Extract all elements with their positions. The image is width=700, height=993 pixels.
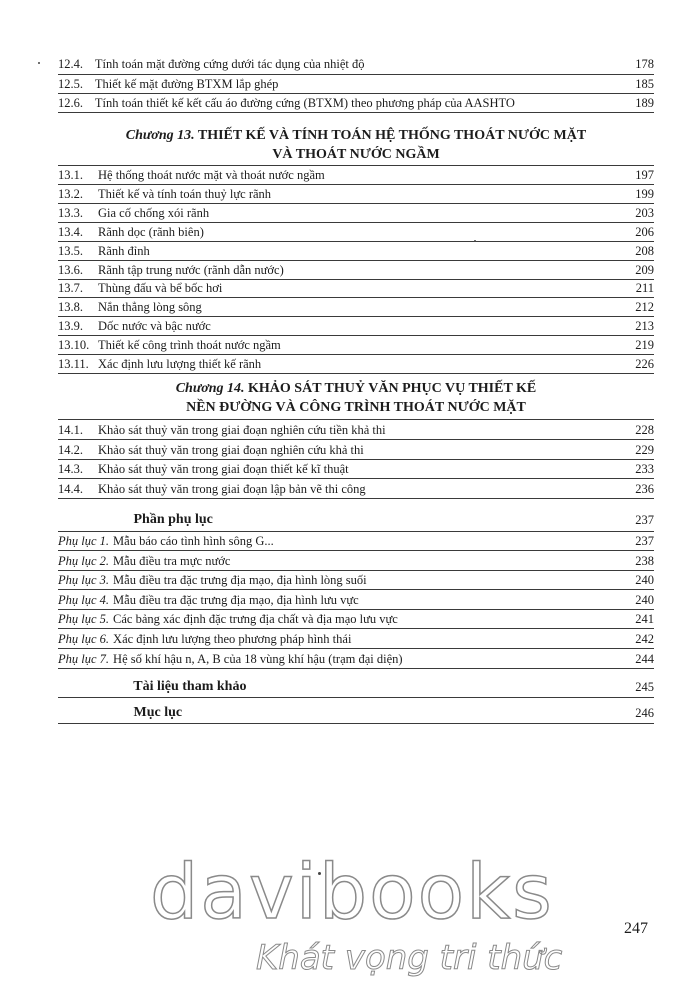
entry-page: 240 xyxy=(635,592,654,607)
toc-entry xyxy=(58,532,654,550)
divider xyxy=(58,419,654,420)
toc-entry xyxy=(58,552,654,570)
entry-title: Thiết kế công trình thoát nước ngầm xyxy=(98,338,281,353)
entry-page: 242 xyxy=(635,632,654,646)
entry-page: 203 xyxy=(635,205,654,220)
entry-title: Tính toán mặt đường cứng dưới tác dụng của nhiệt độ xyxy=(94,57,365,71)
entry-number: 14.3. xyxy=(58,462,83,476)
entry-number: 12.4. xyxy=(58,57,83,71)
entry-title: Xác định lưu lượng thiết kế rãnh xyxy=(98,357,262,371)
entry-number: 13.5. xyxy=(58,243,83,258)
entry-page: 228 xyxy=(635,423,654,437)
entry-number: 13.11. xyxy=(58,357,89,371)
toc-entry xyxy=(58,630,654,648)
entry-title: Khảo sát thuỷ văn trong giai đoạn thiết kế kĩ thuật xyxy=(98,462,349,476)
speck xyxy=(474,240,476,242)
entry-title: Mẫu điều tra đặc trưng địa mạo, địa hình lưu vực xyxy=(113,592,359,607)
watermark-brand: davibooks xyxy=(150,847,554,936)
entry-page: 178 xyxy=(635,57,654,71)
chapter-title-line1: THIẾT KẾ VÀ TÍNH TOÁN HỆ THỐNG THOÁT NƯỚC MẶT xyxy=(197,128,587,143)
entry-number: 13.7. xyxy=(58,281,83,296)
toc-entry xyxy=(58,591,654,609)
entry-title: Rãnh dọc (rãnh biên) xyxy=(98,224,204,239)
toc-entry xyxy=(58,610,654,628)
entry-page: 213 xyxy=(635,319,654,334)
contents-page: 246 xyxy=(635,706,654,720)
entry-title: Khảo sát thuỷ văn trong giai đoạn nghiên cứu tiền khả thi xyxy=(98,423,386,437)
entry-number: 12.5. xyxy=(58,77,83,91)
entry-title: Rãnh đỉnh xyxy=(98,243,150,258)
entry-title: Thùng đấu và bể bốc hơi xyxy=(98,281,223,296)
entry-number: 13.3. xyxy=(58,205,83,220)
appendix-heading xyxy=(58,510,654,530)
entry-title: Mẫu báo cáo tình hình sông G... xyxy=(113,534,274,548)
entry-title: Mẫu điều tra đặc trưng địa mạo, địa hình lòng suối xyxy=(113,573,367,588)
entry-page: 238 xyxy=(635,553,654,568)
entry-page: 212 xyxy=(635,300,654,315)
entry-number: 13.8. xyxy=(58,300,83,315)
entry-number: 14.4. xyxy=(58,481,83,496)
appendix-label: Phụ lục 7. xyxy=(58,651,110,666)
appendix-page: 237 xyxy=(635,513,654,527)
entry-page: 233 xyxy=(635,462,654,476)
page-number: 247 xyxy=(624,920,648,937)
toc-entry xyxy=(58,94,654,112)
divider xyxy=(58,112,654,113)
entry-title: Thiết kế mặt đường BTXM lắp ghép xyxy=(94,77,279,91)
entry-title: Hệ thống thoát nước mặt và thoát nước ngầm xyxy=(98,168,325,182)
toc-entry xyxy=(58,480,654,498)
entry-number: 12.6. xyxy=(58,96,83,110)
appendix-label: Phụ lục 3. xyxy=(58,573,110,588)
toc-entry xyxy=(58,75,654,93)
toc-entry xyxy=(58,55,654,73)
contents-entry xyxy=(58,703,654,723)
entry-page: 236 xyxy=(635,481,654,496)
entry-page: 208 xyxy=(635,243,654,258)
speck xyxy=(38,62,40,64)
toc-entry xyxy=(58,204,654,222)
entry-number: 13.10. xyxy=(58,338,90,353)
appendix-label: Phụ lục 1. xyxy=(58,534,110,548)
appendix-label: Phụ lục 5. xyxy=(58,612,110,627)
entry-number: 14.1. xyxy=(58,423,83,437)
appendix-label: Phụ lục 4. xyxy=(58,592,110,607)
toc-entry xyxy=(58,317,654,335)
entry-number: 13.4. xyxy=(58,224,83,239)
entry-title: Khảo sát thuỷ văn trong giai đoạn nghiên cứu khả thi xyxy=(98,442,364,457)
entry-page: 209 xyxy=(635,262,654,277)
entry-page: 197 xyxy=(635,168,654,182)
entry-title: Gia cố chống xói rãnh xyxy=(98,205,210,220)
references-entry xyxy=(58,677,654,697)
divider xyxy=(58,697,654,698)
watermark-logo xyxy=(150,847,554,936)
entry-page: 199 xyxy=(635,186,654,201)
entry-title: Hệ số khí hậu n, A, B của 18 vùng khí hậu (trạm đại diện) xyxy=(113,651,403,666)
chapter-title-line2: VÀ THOÁT NƯỚC NGẦM xyxy=(272,147,440,162)
divider xyxy=(58,373,654,374)
entry-number: 13.6. xyxy=(58,262,83,277)
appendix-label: Phụ lục 2. xyxy=(58,553,110,568)
appendix-title: Phần phụ lục xyxy=(133,512,213,527)
toc-entry xyxy=(58,279,654,297)
entry-page: 185 xyxy=(635,77,654,91)
entry-page: 240 xyxy=(635,573,654,588)
entry-title: Các bảng xác định đặc trưng địa chất và địa mạo lưu vực xyxy=(113,612,398,627)
references-title: Tài liệu tham khảo xyxy=(133,679,247,694)
watermark-tagline: Khát vọng tri thức xyxy=(256,938,563,978)
entry-title: Nắn thẳng lòng sông xyxy=(98,300,202,315)
entry-title: Tính toán thiết kế kết cấu áo đường cứng (BTXM) theo phương pháp của AASHTO xyxy=(94,96,515,110)
entry-title: Mẫu điều tra mực nước xyxy=(113,553,231,568)
toc-entry xyxy=(58,298,654,316)
entry-page: 189 xyxy=(635,96,654,110)
toc-entry xyxy=(58,460,654,478)
toc-entry xyxy=(58,185,654,203)
toc-entry xyxy=(58,261,654,279)
chapter-14-heading xyxy=(58,379,654,398)
entry-page: 206 xyxy=(635,224,654,239)
entry-page: 226 xyxy=(635,357,654,371)
divider xyxy=(58,668,654,669)
toc-entry xyxy=(58,166,654,184)
entry-title: Rãnh tập trung nước (rãnh dẫn nước) xyxy=(98,262,284,277)
chapter-14-heading-line2 xyxy=(58,398,654,417)
chapter-label: Chương 14. xyxy=(175,381,245,396)
entry-title: Dốc nước và bậc nước xyxy=(98,319,211,334)
entry-page: 219 xyxy=(635,338,654,353)
toc-entry xyxy=(58,441,654,459)
entry-title: Thiết kế và tính toán thuỷ lực rãnh xyxy=(98,186,272,201)
references-page: 245 xyxy=(635,680,654,694)
divider xyxy=(58,723,654,724)
toc-entry xyxy=(58,650,654,668)
chapter-title-line1: KHẢO SÁT THUỶ VĂN PHỤC VỤ THIẾT KẾ xyxy=(248,381,537,396)
appendix-label: Phụ lục 6. xyxy=(58,632,110,646)
toc-entry xyxy=(58,571,654,589)
toc-entry xyxy=(58,421,654,439)
entry-title: Khảo sát thuỷ văn trong giai đoạn lập bản vẽ thi công xyxy=(98,481,366,496)
chapter-title-line2: NỀN ĐƯỜNG VÀ CÔNG TRÌNH THOÁT NƯỚC MẶT xyxy=(186,400,526,415)
entry-page: 241 xyxy=(635,612,654,627)
entry-page: 211 xyxy=(635,281,654,296)
toc-entry xyxy=(58,242,654,260)
entry-page: 237 xyxy=(635,534,654,548)
divider xyxy=(58,498,654,499)
entry-number: 14.2. xyxy=(58,442,83,457)
entry-number: 13.9. xyxy=(58,319,83,334)
toc-entry xyxy=(58,336,654,354)
chapter-13-heading-line2 xyxy=(58,145,654,164)
entry-page: 229 xyxy=(635,442,654,457)
entry-number: 13.2. xyxy=(58,186,83,201)
chapter-13-heading xyxy=(58,126,654,145)
entry-page: 244 xyxy=(635,651,654,666)
toc-entry xyxy=(58,355,654,373)
contents-title: Mục lục xyxy=(133,705,183,720)
chapter-label: Chương 13. xyxy=(125,128,195,143)
entry-title: Xác định lưu lượng theo phương pháp hình thái xyxy=(113,632,352,646)
toc-entry xyxy=(58,223,654,241)
entry-number: 13.1. xyxy=(58,168,83,182)
